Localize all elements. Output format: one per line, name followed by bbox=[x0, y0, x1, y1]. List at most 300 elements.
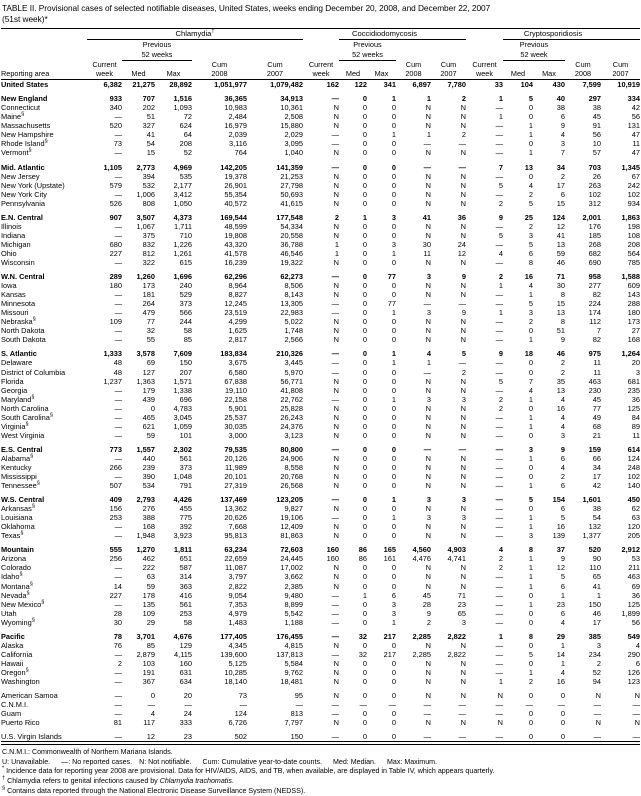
cell-coccidiodomycosis-cum-2007: N bbox=[460, 257, 466, 267]
cell-chlamydia-cum-2008: 22,659 bbox=[224, 554, 247, 564]
cell-chlamydia-previous-52-weeks-med: 179 bbox=[142, 385, 155, 395]
cell-coccidiodomycosis-previous-52-weeks-max: 0 bbox=[391, 290, 396, 300]
cell-chlamydia-cum-2008: 13,362 bbox=[224, 504, 247, 514]
cell-cryptosporidiosis-cum-2007: 235 bbox=[627, 385, 640, 395]
group-header-coccidiodomycosis: Coccidiodomycosis bbox=[352, 29, 417, 39]
cell-chlamydia-previous-52-weeks-max: 240 bbox=[179, 281, 192, 291]
cell-chlamydia-cum-2007: 9,827 bbox=[284, 504, 303, 514]
cell-chlamydia-cum-2007: 41,808 bbox=[280, 385, 303, 395]
cell-cryptosporidiosis-cum-2007: 288 bbox=[627, 299, 640, 309]
cell-cryptosporidiosis-current-week: — bbox=[495, 608, 503, 618]
cell-cryptosporidiosis-cum-2007: 36 bbox=[631, 590, 640, 600]
cell-coccidiodomycosis-previous-52-weeks-max: 0 bbox=[391, 230, 396, 240]
cell-cryptosporidiosis-cum-2007: N bbox=[634, 691, 640, 701]
cell-cryptosporidiosis-previous-52-week-med: 1 bbox=[528, 667, 533, 677]
cell-chlamydia-cum-2008: 124 bbox=[234, 709, 247, 719]
row-area-label: Illinois bbox=[1, 221, 22, 231]
cell-coccidiodomycosis-current-week: N bbox=[333, 148, 339, 158]
table-row bbox=[1, 404, 640, 413]
group-header-chlamydia: Chlamydia† bbox=[175, 28, 215, 39]
cell-cryptosporidiosis-cum-2008: 52 bbox=[592, 667, 601, 677]
chlamydia-max-spacer bbox=[155, 60, 192, 69]
cell-coccidiodomycosis-previous-52-weeks-med: 0 bbox=[362, 658, 367, 668]
cell-chlamydia-cum-2007: 5,542 bbox=[284, 608, 303, 618]
cell-chlamydia-cum-2007: — bbox=[295, 700, 303, 710]
cell-coccidiodomycosis-current-week: N bbox=[333, 230, 339, 240]
cell-coccidiodomycosis-previous-52-weeks-med: 0 bbox=[362, 308, 367, 318]
cell-coccidiodomycosis-previous-52-weeks-med: 0 bbox=[362, 640, 367, 650]
cell-coccidiodomycosis-current-week: N bbox=[333, 472, 339, 482]
cell-cryptosporidiosis-current-week: — bbox=[495, 430, 503, 440]
cell-chlamydia-cum-2007: 7,797 bbox=[284, 718, 303, 728]
cell-coccidiodomycosis-cum-2007: N bbox=[460, 403, 466, 413]
row-footnote-marker: § bbox=[19, 572, 23, 579]
cell-cryptosporidiosis-cum-2007: 6 bbox=[635, 658, 640, 668]
cell-coccidiodomycosis-cum-2008: N bbox=[425, 677, 431, 686]
cell-chlamydia-cum-2007: 4,815 bbox=[284, 640, 303, 650]
cell-coccidiodomycosis-previous-52-weeks-med: 0 bbox=[362, 421, 367, 431]
cell-cryptosporidiosis-cum-2007: 290 bbox=[627, 649, 640, 659]
cell-cryptosporidiosis-cum-2007: 1,588 bbox=[621, 272, 640, 282]
cell-coccidiodomycosis-cum-2008: N bbox=[425, 403, 431, 413]
cell-coccidiodomycosis-previous-52-weeks-max: 0 bbox=[391, 180, 396, 190]
row-area-label: Utah bbox=[1, 608, 17, 618]
cell-chlamydia-cum-2007: 13,305 bbox=[280, 299, 303, 309]
footnote-section bbox=[2, 787, 641, 796]
cell-chlamydia-cum-2008: 22,158 bbox=[224, 394, 247, 404]
cell-chlamydia-previous-52-weeks-med: 41 bbox=[146, 130, 155, 140]
cell-coccidiodomycosis-previous-52-weeks-med: — bbox=[359, 700, 367, 710]
cell-chlamydia-previous-52-weeks-med: 202 bbox=[142, 103, 155, 113]
coccidio-max-spacer bbox=[367, 60, 396, 69]
previous-label-row bbox=[1, 40, 640, 50]
cell-chlamydia-current-week: — bbox=[114, 412, 122, 422]
cell-chlamydia-previous-52-weeks-max: 791 bbox=[179, 481, 192, 491]
cell-coccidiodomycosis-previous-52-weeks-med: 0 bbox=[362, 281, 367, 291]
cell-chlamydia-previous-52-weeks-med: 1,948 bbox=[136, 531, 155, 541]
cell-chlamydia-previous-52-weeks-med: 276 bbox=[142, 504, 155, 514]
row-area-label: Rhode Island§ bbox=[1, 138, 48, 149]
cell-cryptosporidiosis-current-week: — bbox=[495, 299, 503, 309]
cell-cryptosporidiosis-current-week: — bbox=[495, 732, 503, 742]
cell-coccidiodomycosis-cum-2007: N bbox=[460, 180, 466, 190]
cell-coccidiodomycosis-previous-52-weeks-med: 0 bbox=[362, 162, 367, 172]
cell-coccidiodomycosis-previous-52-weeks-med: 0 bbox=[362, 691, 367, 701]
cell-chlamydia-cum-2008: 23,519 bbox=[224, 308, 247, 318]
cell-cryptosporidiosis-previous-52-week-med: 0 bbox=[528, 617, 533, 627]
table-row bbox=[1, 94, 640, 103]
cell-chlamydia-cum-2007: 62,273 bbox=[280, 272, 303, 282]
cell-chlamydia-previous-52-weeks-max: 208 bbox=[179, 139, 192, 149]
cell-chlamydia-current-week: — bbox=[114, 572, 122, 582]
cell-chlamydia-cum-2007: 9,480 bbox=[284, 590, 303, 600]
cell-coccidiodomycosis-cum-2007: N bbox=[460, 640, 466, 650]
cell-chlamydia-current-week: — bbox=[114, 667, 122, 677]
cell-chlamydia-previous-52-weeks-med: 465 bbox=[142, 412, 155, 422]
cell-coccidiodomycosis-previous-52-weeks-med: 0 bbox=[362, 326, 367, 336]
cell-cryptosporidiosis-previous-52-week-max: 9 bbox=[560, 554, 565, 564]
cell-chlamydia-cum-2007: 18,481 bbox=[280, 677, 303, 686]
cell-cryptosporidiosis-current-week: — bbox=[495, 700, 503, 710]
cell-cryptosporidiosis-previous-52-week-med: 1 bbox=[528, 599, 533, 609]
cell-coccidiodomycosis-cum-2007: N bbox=[460, 677, 466, 686]
cell-chlamydia-cum-2008: 11,087 bbox=[224, 563, 247, 573]
table-row bbox=[1, 472, 640, 481]
row-footnote-marker: § bbox=[26, 590, 30, 597]
cell-chlamydia-previous-52-weeks-max: 1,516 bbox=[173, 94, 192, 104]
cell-cryptosporidiosis-current-week: — bbox=[495, 617, 503, 627]
cell-coccidiodomycosis-previous-52-weeks-med: 0 bbox=[362, 272, 367, 282]
cell-chlamydia-cum-2007: 150 bbox=[290, 732, 303, 742]
cell-coccidiodomycosis-current-week: N bbox=[333, 572, 339, 582]
cell-coccidiodomycosis-previous-52-weeks-med: 0 bbox=[362, 403, 367, 413]
table-row bbox=[1, 700, 640, 709]
cell-coccidiodomycosis-current-week: N bbox=[333, 412, 339, 422]
cell-coccidiodomycosis-previous-52-weeks-med: 122 bbox=[354, 80, 367, 90]
table-row bbox=[1, 591, 640, 600]
cell-chlamydia-previous-52-weeks-max: 150 bbox=[179, 358, 192, 368]
cell-chlamydia-cum-2008: 63,234 bbox=[224, 545, 247, 555]
table-row bbox=[1, 358, 640, 367]
cell-chlamydia-cum-2008: 183,834 bbox=[220, 349, 247, 359]
cell-coccidiodomycosis-previous-52-weeks-med: 1 bbox=[362, 590, 367, 600]
cell-cryptosporidiosis-current-week: 1 bbox=[498, 677, 503, 686]
cell-chlamydia-previous-52-weeks-max: 1,048 bbox=[173, 472, 192, 482]
cell-cryptosporidiosis-current-week: — bbox=[495, 590, 503, 600]
cell-coccidiodomycosis-current-week: N bbox=[333, 421, 339, 431]
cell-coccidiodomycosis-cum-2008: 3 bbox=[426, 394, 431, 404]
cell-chlamydia-previous-52-weeks-med: 707 bbox=[142, 94, 155, 104]
cell-coccidiodomycosis-current-week: N bbox=[333, 563, 339, 573]
cell-chlamydia-previous-52-weeks-max: 373 bbox=[179, 462, 192, 472]
row-area-label: S. Atlantic bbox=[1, 349, 37, 359]
cell-coccidiodomycosis-previous-52-weeks-med: 0 bbox=[362, 667, 367, 677]
cell-chlamydia-previous-52-weeks-med: 54 bbox=[146, 139, 155, 149]
cell-coccidiodomycosis-current-week: 1 bbox=[334, 239, 339, 249]
cell-cryptosporidiosis-previous-52-week-max: 4 bbox=[560, 667, 565, 677]
cell-coccidiodomycosis-previous-52-weeks-med: 0 bbox=[362, 180, 367, 190]
chlamydia-cum2008-label: Cum bbox=[211, 60, 228, 70]
cell-cryptosporidiosis-previous-52-week-max: 4 bbox=[560, 130, 565, 140]
cell-coccidiodomycosis-cum-2008: 4,560 bbox=[412, 545, 431, 555]
cell-cryptosporidiosis-cum-2007: 1,264 bbox=[621, 349, 640, 359]
cell-chlamydia-cum-2007: 56,771 bbox=[280, 376, 303, 386]
cell-chlamydia-current-week: — bbox=[114, 326, 122, 336]
cell-cryptosporidiosis-previous-52-week-med: 0 bbox=[528, 658, 533, 668]
cell-cryptosporidiosis-previous-52-week-med: 0 bbox=[528, 139, 533, 149]
cell-cryptosporidiosis-cum-2007: 1,899 bbox=[621, 608, 640, 618]
row-area-label: Nebraska§ bbox=[1, 316, 36, 327]
cell-chlamydia-previous-52-weeks-med: 77 bbox=[146, 317, 155, 327]
cell-chlamydia-cum-2008: 137,469 bbox=[220, 495, 247, 505]
cell-chlamydia-previous-52-weeks-med: 173 bbox=[142, 281, 155, 291]
cell-cryptosporidiosis-cum-2008: 17 bbox=[592, 472, 601, 482]
cell-chlamydia-cum-2007: 26,568 bbox=[280, 481, 303, 491]
crypto-previous-label: Previous bbox=[519, 40, 549, 50]
cell-coccidiodomycosis-previous-52-weeks-max: 0 bbox=[391, 667, 396, 677]
cell-cryptosporidiosis-cum-2008: 7,599 bbox=[582, 80, 601, 90]
cell-coccidiodomycosis-previous-52-weeks-med: 0 bbox=[362, 171, 367, 181]
cell-cryptosporidiosis-cum-2007: N bbox=[634, 718, 640, 728]
cell-coccidiodomycosis-cum-2007: N bbox=[460, 667, 466, 677]
cell-cryptosporidiosis-previous-52-week-med: 2 bbox=[528, 677, 533, 686]
cell-coccidiodomycosis-previous-52-weeks-med: 0 bbox=[362, 335, 367, 345]
cell-cryptosporidiosis-previous-52-week-max: 46 bbox=[556, 257, 565, 267]
cell-cryptosporidiosis-previous-52-week-max: 8 bbox=[560, 290, 565, 300]
cell-cryptosporidiosis-previous-52-week-med: 5 bbox=[528, 198, 533, 208]
cell-chlamydia-cum-2007: 177,548 bbox=[276, 212, 303, 222]
cell-chlamydia-previous-52-weeks-med: 621 bbox=[142, 421, 155, 431]
cell-cryptosporidiosis-cum-2008: 38 bbox=[592, 103, 601, 113]
table-row bbox=[1, 718, 640, 727]
cell-cryptosporidiosis-previous-52-week-med: 25 bbox=[524, 212, 533, 222]
cell-cryptosporidiosis-current-week: 4 bbox=[498, 248, 503, 258]
row-area-label: W.N. Central bbox=[1, 272, 45, 282]
cell-chlamydia-current-week: — bbox=[114, 700, 122, 710]
cell-coccidiodomycosis-cum-2008: N bbox=[425, 103, 431, 113]
row-area-label: Ohio bbox=[1, 248, 17, 258]
row-area-label: Mid. Atlantic bbox=[1, 162, 45, 172]
cell-cryptosporidiosis-current-week: — bbox=[495, 257, 503, 267]
cell-coccidiodomycosis-cum-2008: — bbox=[423, 139, 431, 149]
cell-cryptosporidiosis-current-week: — bbox=[495, 385, 503, 395]
row-area-label: New Hampshire bbox=[1, 130, 54, 140]
cell-cryptosporidiosis-previous-52-week-max: 4 bbox=[560, 617, 565, 627]
cell-coccidiodomycosis-previous-52-weeks-max: 0 bbox=[391, 112, 396, 122]
cell-cryptosporidiosis-previous-52-week-max: 0 bbox=[560, 691, 565, 701]
row-area-label: United States bbox=[1, 80, 49, 90]
crypto-current-label: Current bbox=[472, 60, 497, 70]
cell-coccidiodomycosis-cum-2007: N bbox=[460, 430, 466, 440]
cell-cryptosporidiosis-previous-52-week-max: 2 bbox=[560, 171, 565, 181]
cell-chlamydia-cum-2007: 8,558 bbox=[284, 462, 303, 472]
crypto-med-label: Med bbox=[510, 69, 526, 79]
cell-coccidiodomycosis-cum-2007: 36 bbox=[457, 212, 466, 222]
cell-cryptosporidiosis-previous-52-week-max: 38 bbox=[556, 103, 565, 113]
row-area-label: South Carolina§ bbox=[1, 412, 54, 422]
cell-chlamydia-current-week: 773 bbox=[109, 444, 122, 454]
cell-chlamydia-cum-2007: 3,123 bbox=[284, 430, 303, 440]
cell-cryptosporidiosis-cum-2008: 224 bbox=[588, 299, 601, 309]
subheader-row-2 bbox=[1, 69, 640, 78]
group-header-cryptosporidiosis: Cryptosporidiosis bbox=[523, 29, 583, 39]
cell-cryptosporidiosis-cum-2008: 102 bbox=[588, 189, 601, 199]
cell-chlamydia-cum-2008: 36,365 bbox=[224, 94, 247, 104]
cell-coccidiodomycosis-previous-52-weeks-max: 1 bbox=[391, 94, 396, 104]
cell-coccidiodomycosis-cum-2008: N bbox=[425, 667, 431, 677]
cell-chlamydia-previous-52-weeks-max: 4,115 bbox=[174, 649, 192, 659]
cell-chlamydia-previous-52-weeks-med: 812 bbox=[142, 248, 155, 258]
cell-chlamydia-previous-52-weeks-max: 24 bbox=[183, 709, 192, 719]
cell-coccidiodomycosis-previous-52-weeks-med: 0 bbox=[362, 394, 367, 404]
cell-chlamydia-cum-2008: 5,125 bbox=[228, 658, 247, 668]
cell-coccidiodomycosis-current-week: N bbox=[333, 189, 339, 199]
table-row bbox=[1, 609, 640, 618]
cell-cryptosporidiosis-previous-52-week-med: 5 bbox=[528, 299, 533, 309]
cell-cryptosporidiosis-previous-52-week-med: 0 bbox=[528, 691, 533, 701]
cell-cryptosporidiosis-previous-52-week-max: 154 bbox=[552, 495, 565, 505]
cell-coccidiodomycosis-previous-52-weeks-max: 1 bbox=[391, 495, 396, 505]
cell-coccidiodomycosis-previous-52-weeks-med: 0 bbox=[362, 412, 367, 422]
cell-coccidiodomycosis-current-week: N bbox=[333, 281, 339, 291]
cell-coccidiodomycosis-cum-2008: N bbox=[425, 385, 431, 395]
row-area-label: Mississippi bbox=[1, 472, 37, 482]
cell-chlamydia-cum-2007: 22,983 bbox=[280, 308, 303, 318]
table-row bbox=[1, 632, 640, 641]
row-area-label: South Dakota bbox=[1, 335, 46, 345]
table-row bbox=[1, 522, 640, 531]
table-row bbox=[1, 431, 640, 440]
cell-cryptosporidiosis-previous-52-week-max: 1 bbox=[560, 658, 565, 668]
cell-coccidiodomycosis-cum-2008: N bbox=[425, 421, 431, 431]
cell-chlamydia-current-week: — bbox=[114, 189, 122, 199]
cell-cryptosporidiosis-cum-2007: 1,863 bbox=[621, 212, 640, 222]
cell-coccidiodomycosis-cum-2008: 3 bbox=[426, 513, 431, 523]
cell-cryptosporidiosis-previous-52-week-med: 2 bbox=[528, 221, 533, 231]
cell-cryptosporidiosis-previous-52-week-max: 6 bbox=[560, 581, 565, 591]
cell-cryptosporidiosis-cum-2007: 143 bbox=[627, 290, 640, 300]
cell-coccidiodomycosis-previous-52-weeks-max: 1 bbox=[391, 308, 396, 318]
table-body bbox=[1, 80, 640, 742]
row-area-label: Alaska bbox=[1, 640, 24, 650]
cell-chlamydia-previous-52-weeks-max: 253 bbox=[179, 608, 192, 618]
cell-cryptosporidiosis-current-week: — bbox=[495, 572, 503, 582]
cell-cryptosporidiosis-previous-52-week-max: 46 bbox=[556, 349, 565, 359]
footnote-asterisk bbox=[2, 767, 641, 777]
cell-cryptosporidiosis-current-week: 2 bbox=[498, 394, 503, 404]
cell-coccidiodomycosis-cum-2008: N bbox=[425, 171, 431, 181]
cell-coccidiodomycosis-cum-2007: 71 bbox=[457, 590, 466, 600]
row-footnote-marker: § bbox=[31, 503, 35, 510]
cell-coccidiodomycosis-cum-2007: 12 bbox=[457, 248, 466, 258]
cell-chlamydia-previous-52-weeks-max: 72 bbox=[183, 112, 192, 122]
cell-chlamydia-previous-52-weeks-med: 439 bbox=[142, 394, 155, 404]
cell-cryptosporidiosis-cum-2007: 205 bbox=[627, 531, 640, 541]
cell-chlamydia-cum-2007: 22,762 bbox=[280, 394, 303, 404]
cell-coccidiodomycosis-previous-52-weeks-med: 0 bbox=[362, 608, 367, 618]
cell-coccidiodomycosis-previous-52-weeks-med: 0 bbox=[362, 504, 367, 514]
cell-coccidiodomycosis-previous-52-weeks-med: 0 bbox=[362, 198, 367, 208]
cell-cryptosporidiosis-cum-2008: 3 bbox=[596, 640, 601, 650]
cell-chlamydia-previous-52-weeks-med: 394 bbox=[142, 171, 155, 181]
cell-cryptosporidiosis-previous-52-week-max: 13 bbox=[556, 239, 565, 249]
cell-chlamydia-cum-2007: 24,906 bbox=[280, 453, 303, 463]
cell-coccidiodomycosis-cum-2007: 9 bbox=[461, 272, 466, 282]
cell-coccidiodomycosis-cum-2007: 2,822 bbox=[447, 649, 466, 659]
cell-chlamydia-current-week: — bbox=[114, 148, 122, 158]
cell-cryptosporidiosis-previous-52-week-max: 0 bbox=[560, 732, 565, 742]
cell-coccidiodomycosis-current-week: — bbox=[331, 631, 339, 641]
cell-cryptosporidiosis-cum-2008: 385 bbox=[588, 631, 601, 641]
cell-coccidiodomycosis-cum-2008: 2,285 bbox=[412, 631, 431, 641]
cell-cryptosporidiosis-previous-52-week-max: 16 bbox=[556, 403, 565, 413]
cell-cryptosporidiosis-cum-2007: — bbox=[632, 732, 640, 742]
cell-chlamydia-previous-52-weeks-med: 0 bbox=[150, 691, 155, 701]
cell-coccidiodomycosis-current-week: N bbox=[333, 462, 339, 472]
cell-cryptosporidiosis-current-week: 1 bbox=[498, 112, 503, 122]
cell-coccidiodomycosis-cum-2008: N bbox=[425, 376, 431, 386]
cell-cryptosporidiosis-previous-52-week-max: 2 bbox=[560, 358, 565, 368]
cell-coccidiodomycosis-cum-2008: 1 bbox=[426, 94, 431, 104]
table-row bbox=[1, 213, 640, 222]
row-area-label: Wisconsin bbox=[1, 257, 35, 267]
cell-cryptosporidiosis-cum-2008: 7 bbox=[596, 326, 601, 336]
row-area-label: West Virginia bbox=[1, 430, 45, 440]
cell-coccidiodomycosis-cum-2008: 41 bbox=[422, 212, 431, 222]
cell-chlamydia-previous-52-weeks-max: 1,696 bbox=[173, 272, 192, 282]
cell-cryptosporidiosis-current-week: 7 bbox=[498, 162, 503, 172]
row-area-label: Michigan bbox=[1, 239, 31, 249]
cell-chlamydia-current-week: 256 bbox=[109, 554, 122, 564]
cell-cryptosporidiosis-cum-2008: 263 bbox=[588, 180, 601, 190]
cell-cryptosporidiosis-cum-2008: 42 bbox=[592, 481, 601, 491]
cell-cryptosporidiosis-cum-2007: 47 bbox=[631, 148, 640, 158]
cell-cryptosporidiosis-cum-2007: 934 bbox=[627, 198, 640, 208]
cell-cryptosporidiosis-current-week: — bbox=[495, 358, 503, 368]
cell-cryptosporidiosis-cum-2008: 150 bbox=[588, 599, 601, 609]
cell-chlamydia-cum-2007: 27,798 bbox=[280, 180, 303, 190]
cell-cryptosporidiosis-current-week: — bbox=[495, 599, 503, 609]
cell-cryptosporidiosis-previous-52-week-max: 3 bbox=[560, 430, 565, 440]
row-area-label: Maryland§ bbox=[1, 394, 35, 404]
cell-coccidiodomycosis-cum-2007: N bbox=[460, 421, 466, 431]
cell-chlamydia-previous-52-weeks-med: 1,067 bbox=[136, 221, 155, 231]
row-area-label: Puerto Rico bbox=[1, 718, 40, 728]
cell-coccidiodomycosis-cum-2007: 9 bbox=[461, 308, 466, 318]
cell-coccidiodomycosis-previous-52-weeks-med: 0 bbox=[362, 430, 367, 440]
cell-coccidiodomycosis-cum-2008: 6,897 bbox=[412, 80, 431, 90]
cell-chlamydia-cum-2007: 36,788 bbox=[280, 239, 303, 249]
cell-coccidiodomycosis-previous-52-weeks-max: 0 bbox=[391, 504, 396, 514]
chlamydia-max-label: Max bbox=[166, 69, 181, 79]
cell-coccidiodomycosis-cum-2008: N bbox=[425, 148, 431, 158]
cell-coccidiodomycosis-cum-2007: N bbox=[460, 581, 466, 591]
cell-cryptosporidiosis-cum-2008: 1,377 bbox=[582, 531, 601, 541]
cell-chlamydia-current-week: — bbox=[114, 171, 122, 181]
cell-cryptosporidiosis-cum-2007: 549 bbox=[627, 631, 640, 641]
cell-cryptosporidiosis-cum-2008: — bbox=[593, 709, 601, 719]
cell-coccidiodomycosis-current-week: N bbox=[333, 326, 339, 336]
cell-chlamydia-current-week: 73 bbox=[113, 139, 122, 149]
table-row bbox=[1, 281, 640, 290]
cell-coccidiodomycosis-cum-2007: 2 bbox=[461, 367, 466, 377]
cell-chlamydia-current-week: 48 bbox=[113, 358, 122, 368]
cell-coccidiodomycosis-cum-2007: — bbox=[458, 299, 466, 309]
cell-coccidiodomycosis-current-week: N bbox=[333, 504, 339, 514]
cell-chlamydia-cum-2007: 137,813 bbox=[276, 649, 303, 659]
cell-coccidiodomycosis-cum-2007: 65 bbox=[457, 608, 466, 618]
cell-chlamydia-cum-2008: 41,578 bbox=[224, 248, 247, 258]
cell-coccidiodomycosis-cum-2008: N bbox=[425, 412, 431, 422]
chlamydia-med-label: Med bbox=[131, 69, 146, 79]
cell-chlamydia-previous-52-weeks-med: 55 bbox=[146, 335, 155, 345]
row-area-label: Guam bbox=[1, 709, 22, 719]
cell-chlamydia-cum-2007: 1,188 bbox=[284, 617, 303, 627]
table-row bbox=[1, 691, 640, 700]
cell-cryptosporidiosis-current-week: — bbox=[495, 453, 503, 463]
cell-cryptosporidiosis-cum-2008: 11 bbox=[593, 367, 601, 377]
cell-cryptosporidiosis-current-week: — bbox=[495, 649, 503, 659]
cell-chlamydia-cum-2007: 10,361 bbox=[280, 103, 303, 113]
cell-coccidiodomycosis-previous-52-weeks-max: 0 bbox=[391, 103, 396, 113]
cell-chlamydia-previous-52-weeks-med: 808 bbox=[142, 198, 155, 208]
cell-cryptosporidiosis-previous-52-week-med: 8 bbox=[528, 545, 533, 555]
cell-coccidiodomycosis-current-week: N bbox=[333, 522, 339, 532]
cell-coccidiodomycosis-cum-2007: N bbox=[460, 230, 466, 240]
cell-coccidiodomycosis-cum-2007: — bbox=[458, 709, 466, 719]
cell-coccidiodomycosis-previous-52-weeks-max: 0 bbox=[391, 481, 396, 491]
cell-coccidiodomycosis-previous-52-weeks-max: 0 bbox=[391, 171, 396, 181]
